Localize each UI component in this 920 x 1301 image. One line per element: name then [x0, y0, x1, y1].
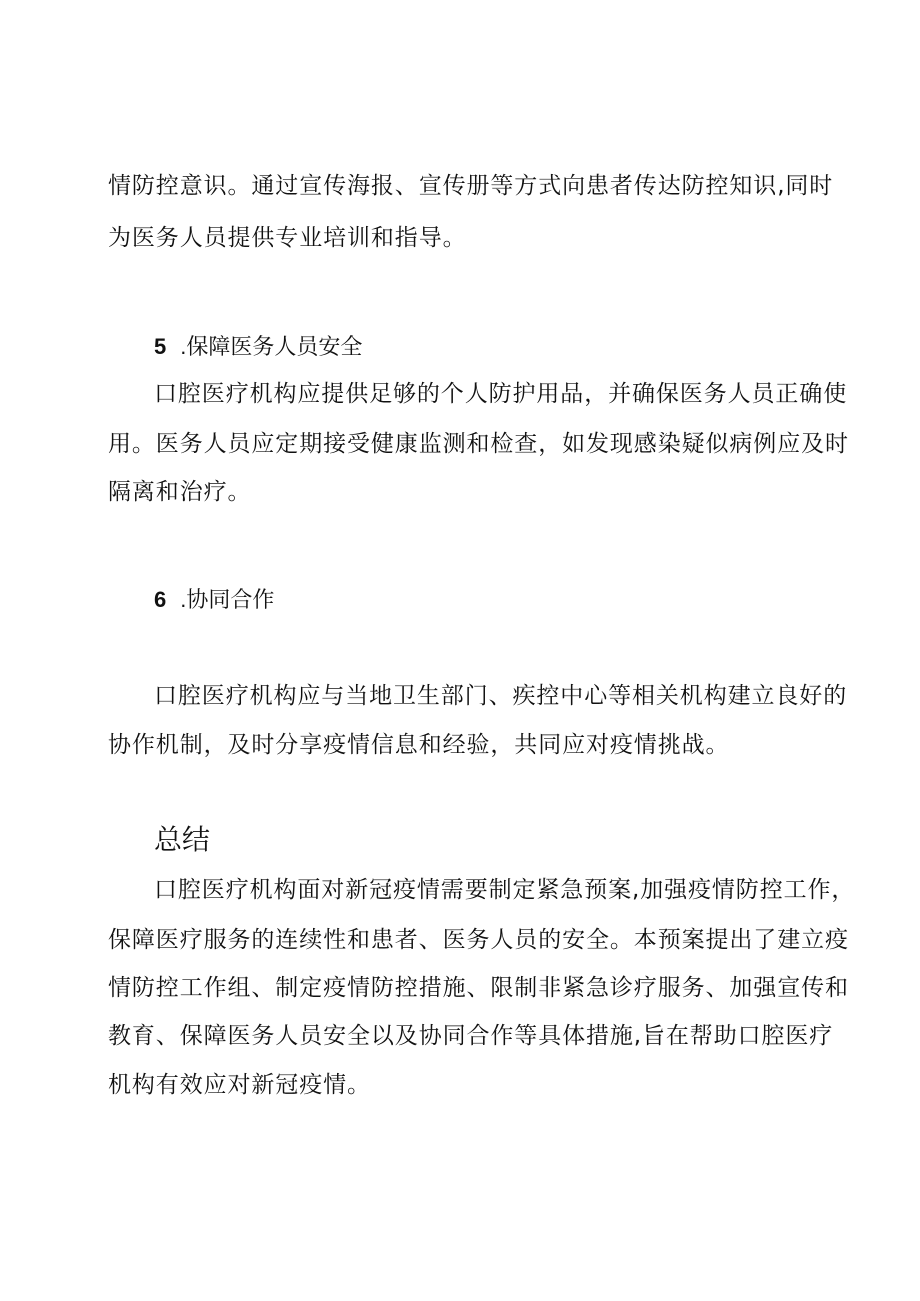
summary-heading: 总结 [154, 824, 211, 855]
section-title: .协同合作 [180, 587, 275, 612]
paragraph-line: 口腔医疗机构应提供足够的个人防护用品，并确保医务人员正确使 [154, 381, 848, 407]
paragraph-line: 情防控意识。通过宣传海报、宣传册等方式向患者传达防控知识,同时 [108, 173, 834, 199]
section-title: .保障医务人员安全 [180, 334, 363, 359]
section-heading-6 [154, 586, 274, 614]
paragraph-line: 口腔医疗机构面对新冠疫情需要制定紧急预案,加强疫情防控工作， [154, 877, 856, 903]
paragraph-line: 机构有效应对新冠疫情。 [108, 1072, 371, 1098]
paragraph-line: 情防控工作组、制定疫情防控措施、限制非紧急诊疗服务、加强宣传和 [108, 975, 849, 1001]
paragraph-line: 协作机制，及时分享疫情信息和经验，共同应对疫情挑战。 [108, 732, 730, 758]
paragraph-line: 为医务人员提供专业培训和指导。 [108, 225, 467, 251]
paragraph-line: 隔离和治疗。 [108, 479, 252, 505]
paragraph-line: 口腔医疗机构应与当地卫生部门、疾控中心等相关机构建立良好的 [154, 683, 848, 709]
section-heading-5 [154, 333, 362, 361]
section-number: 6 [154, 587, 167, 612]
paragraph-line: 教育、保障医务人员安全以及协同合作等具体措施,旨在帮助口腔医疗 [108, 1023, 834, 1049]
section-number: 5 [154, 334, 167, 359]
paragraph-line: 保障医疗服务的连续性和患者、医务人员的安全。本预案提出了建立疫 [108, 927, 849, 953]
paragraph-line: 用。医务人员应定期接受健康监测和检查，如发现感染疑似病例应及时 [108, 431, 849, 457]
